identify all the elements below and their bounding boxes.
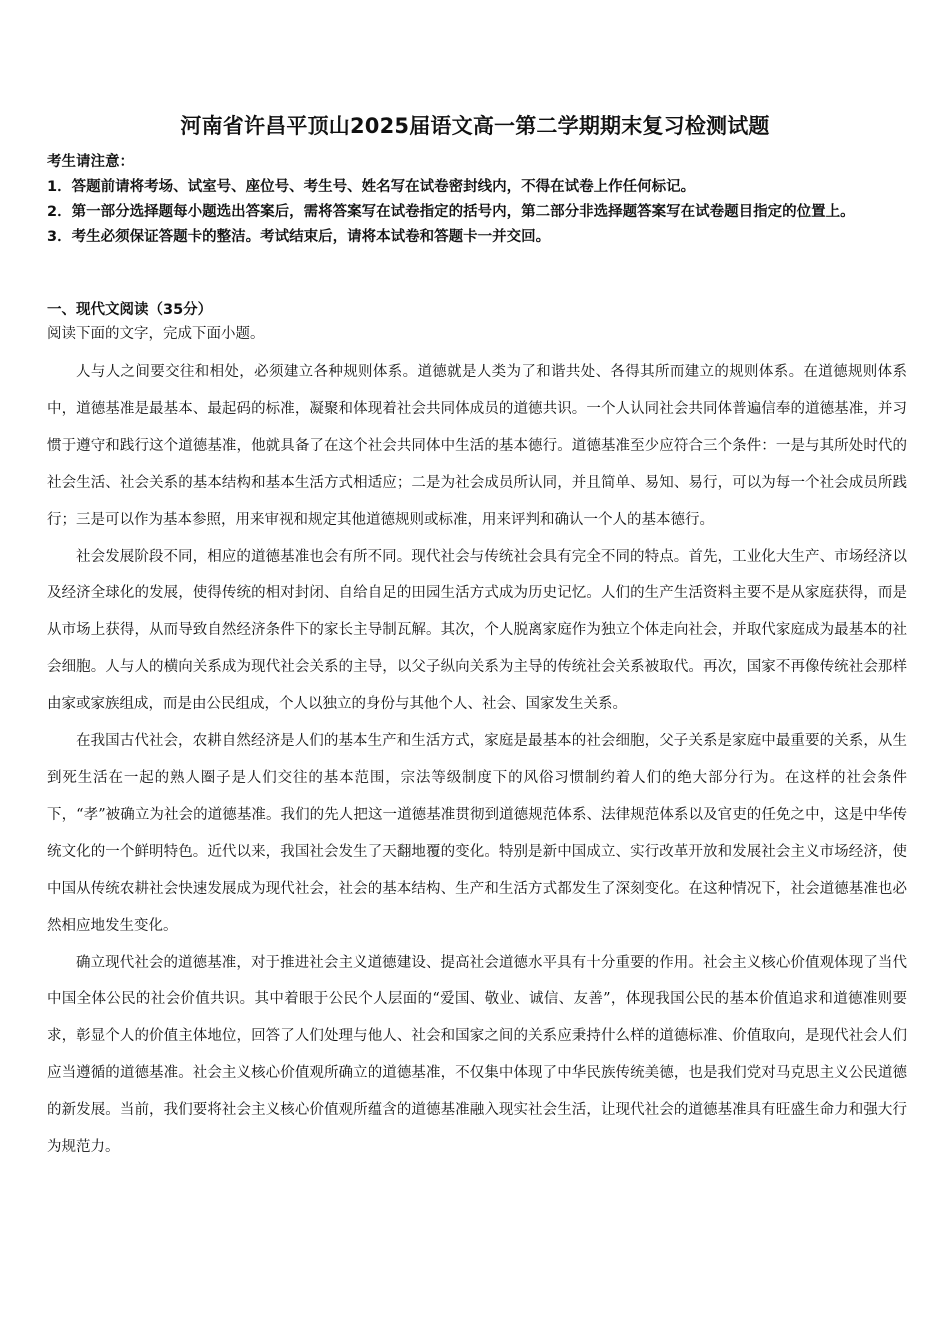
passage-paragraph: 人与人之间要交往和相处，必须建立各种规则体系。道德就是人类为了和谐共处、各得其所而建立的规则体系。在道德规则体系中，道德基准是最基本、最起码的标准，凝聚和体现着社会共同体成员的道德共识。一个人认同社会共同体普遍信奉的道德基准，并习惯于遵守和践行这个道德基准，他就具备了在这个社会共同体中生活的基本德行。道德基准至少应符合三个条件：一是与其所处时代的社会生活、社会关系的基本结构和基本生活方式相适应；二是为社会成员所认同，并且简单、易知、易行，可以为每一个社会成员所践行；三是可以作为基本参照，用来审视和规定其他道德规则或标准，用来评判和确认一个人的基本德行。	[47, 364, 907, 528]
notice-heading: 考生请注意：	[47, 154, 134, 170]
reading-passage	[47, 354, 907, 1166]
notice-item: 3．考生必须保证答题卡的整洁。考试结束后，请将本试卷和答题卡一并交回。	[47, 229, 551, 245]
passage-paragraph: 在我国古代社会，农耕自然经济是人们的基本生产和生活方式，家庭是最基本的社会细胞，父子关系是家庭中最重要的关系，从生到死生活在一起的熟人圈子是人们交往的基本范围，宗法等级制度下的风俗习惯制约着人们的绝大部分行为。在这样的社会条件下，“孝”被确立为社会的道德基准。我们的先人把这一道德基准贯彻到道德规范体系、法律规范体系以及官吏的任免之中，这是中华传统文化的一个鲜明特色。近代以来，我国社会发生了天翻地覆的变化。特别是新中国成立、实行改革开放和发展社会主义市场经济，使中国从传统农耕社会快速发展成为现代社会，社会的基本结构、生产和生活方式都发生了深刻变化。在这种情况下，社会道德基准也必然相应地发生变化。	[47, 733, 907, 934]
section-heading: 一、现代文阅读（35分）	[47, 302, 213, 318]
passage-paragraph: 社会发展阶段不同，相应的道德基准也会有所不同。现代社会与传统社会具有完全不同的特点。首先，工业化大生产、市场经济以及经济全球化的发展，使得传统的相对封闭、自给自足的田园生活方式成为历史记忆。人们的生产生活资料主要不是从家庭获得，而是从市场上获得，从而导致自然经济条件下的家长主导制瓦解。其次，个人脱离家庭作为独立个体走向社会，并取代家庭成为最基本的社会细胞。人与人的横向关系成为现代社会关系的主导，以父子纵向关系为主导的传统社会关系被取代。再次，国家不再像传统社会那样由家或家族组成，而是由公民组成，个人以独立的身份与其他个人、社会、国家发生关系。	[47, 548, 907, 713]
passage-paragraph: 确立现代社会的道德基准，对于推进社会主义道德建设、提高社会道德水平具有十分重要的作用。社会主义核心价值观体现了当代中国全体公民的社会价值共识。其中着眼于公民个人层面的“爱国、敬业、诚信、友善”，体现我国公民的基本价值追求和道德准则要求，彰显个人的价值主体地位，回答了人们处理与他人、社会和国家之间的关系应秉持什么样的道德标准、价值取向，是现代社会人们应当遵循的道德基准。社会主义核心价值观所确立的道德基准，不仅集中体现了中华民族传统美德，也是我们党对马克思主义公民道德的新发展。当前，我们要将社会主义核心价值观所蕴含的道德基准融入现实社会生活，让现代社会的道德基准具有旺盛生命力和强大行为规范力。	[47, 954, 907, 1156]
exam-title: 河南省许昌平顶山2025届语文高一第二学期期末复习检测试题	[180, 114, 770, 138]
notice-item: 2．第一部分选择题每小题选出答案后，需将答案写在试卷指定的括号内，第二部分非选择题答案写在试卷题目指定的位置上。	[47, 204, 855, 220]
section-instruction: 阅读下面的文字，完成下面小题。	[47, 326, 265, 342]
candidate-notice	[47, 150, 907, 250]
notice-item: 1．答题前请将考场、试室号、座位号、考生号、姓名写在试卷密封线内，不得在试卷上作任何标记。	[47, 179, 696, 195]
